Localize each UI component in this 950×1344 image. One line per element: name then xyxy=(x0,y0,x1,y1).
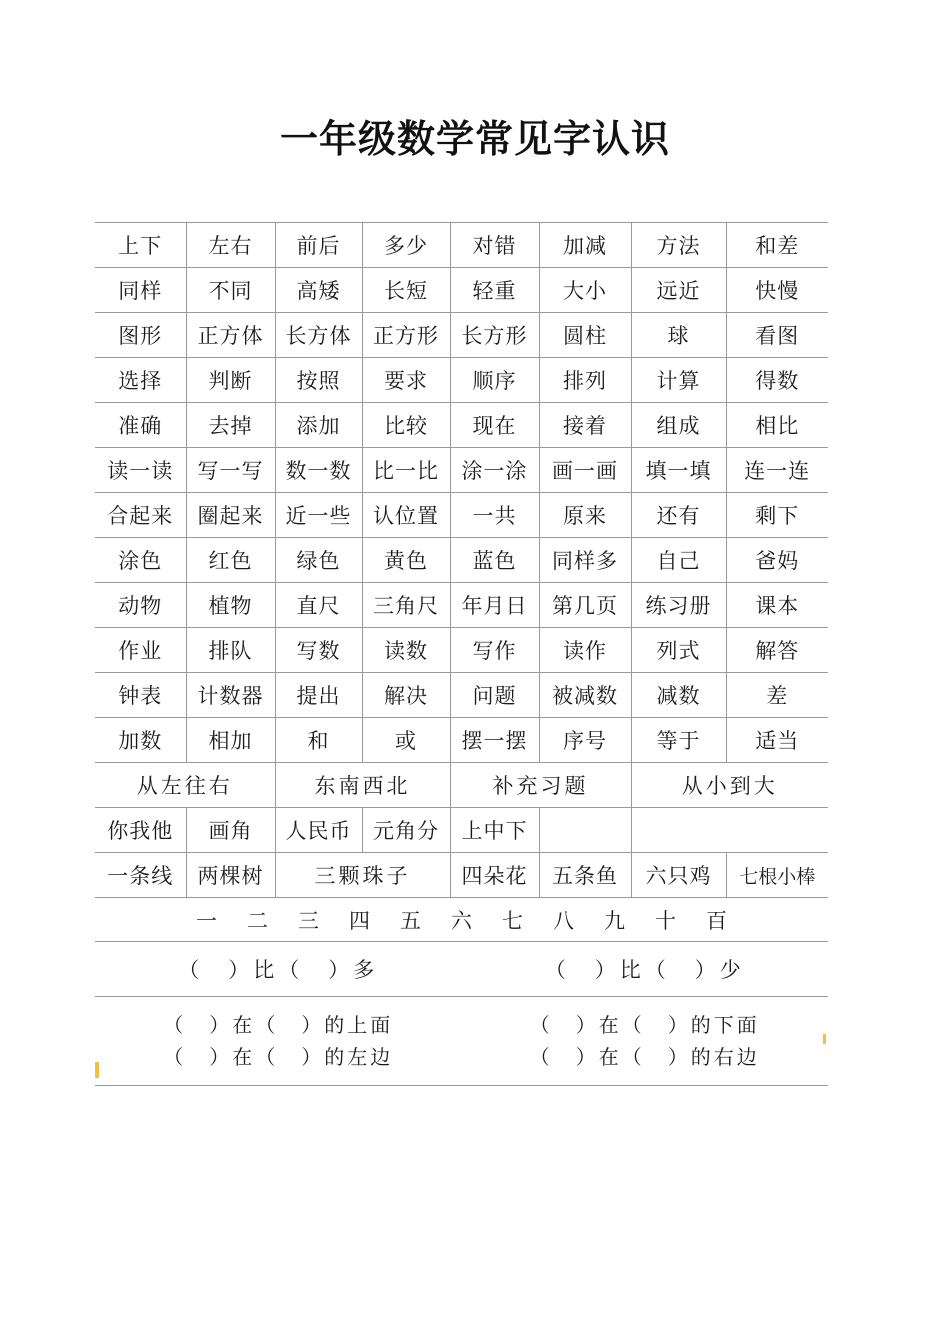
vocab-cell: 同样多 xyxy=(539,538,631,583)
table-row xyxy=(95,448,828,493)
vocab-cell: 排队 xyxy=(186,628,275,673)
vocab-cell: 元角分 xyxy=(362,808,450,853)
vocab-cell: 作业 xyxy=(95,628,186,673)
vocab-cell: 黄色 xyxy=(362,538,450,583)
vocab-cell: 球 xyxy=(631,313,726,358)
vocab-cell: 长方形 xyxy=(450,313,539,358)
vocab-cell: 补充习题 xyxy=(450,763,631,808)
position-left-phrase: （ ）在（ ）的左边 xyxy=(163,1045,394,1069)
vocab-cell: 去掉 xyxy=(186,403,275,448)
vocab-cell: 上中下 xyxy=(450,808,539,853)
character-sheet xyxy=(95,176,828,1086)
vocab-cell: 远近 xyxy=(631,268,726,313)
vocab-cell: 得数 xyxy=(726,358,828,403)
number-character: 一 xyxy=(196,908,217,933)
vocab-cell: 加减 xyxy=(539,223,631,268)
vocabulary-table xyxy=(95,223,828,898)
vocab-cell: 大小 xyxy=(539,268,631,313)
table-row xyxy=(95,358,828,403)
vocab-cell: 高矮 xyxy=(275,268,362,313)
vocab-cell: 多少 xyxy=(362,223,450,268)
vocab-cell: 计算 xyxy=(631,358,726,403)
table-row xyxy=(95,493,828,538)
position-right-phrase: （ ）在（ ）的右边 xyxy=(529,1045,760,1069)
header-spacer xyxy=(95,176,828,223)
vocab-cell: 选择 xyxy=(95,358,186,403)
vocab-cell: 近一些 xyxy=(275,493,362,538)
position-below-phrase: （ ）在（ ）的下面 xyxy=(529,1013,760,1037)
compare-row xyxy=(95,942,828,997)
vocab-cell: 列式 xyxy=(631,628,726,673)
vocab-cell: 长短 xyxy=(362,268,450,313)
vocab-cell: 写数 xyxy=(275,628,362,673)
vocab-cell: 和 xyxy=(275,718,362,763)
vocab-cell: 合起来 xyxy=(95,493,186,538)
vocab-cell: 解答 xyxy=(726,628,828,673)
vocab-cell: 快慢 xyxy=(726,268,828,313)
vocab-cell: 要求 xyxy=(362,358,450,403)
vocab-cell: 六只鸡 xyxy=(631,853,726,898)
table-row xyxy=(95,313,828,358)
empty-cell xyxy=(539,808,631,853)
vocab-cell: 一条线 xyxy=(95,853,186,898)
vocab-cell: 从左往右 xyxy=(95,763,275,808)
vocab-cell: 七根小棒 xyxy=(726,853,828,898)
number-character: 七 xyxy=(502,908,523,933)
vocab-cell: 读作 xyxy=(539,628,631,673)
table-row xyxy=(95,673,828,718)
vocab-cell: 添加 xyxy=(275,403,362,448)
vocab-cell: 计数器 xyxy=(186,673,275,718)
vocab-cell: 一共 xyxy=(450,493,539,538)
vocab-cell: 和差 xyxy=(726,223,828,268)
vocab-cell: 还有 xyxy=(631,493,726,538)
corner-mark-right xyxy=(823,1034,826,1044)
number-character: 二 xyxy=(247,908,268,933)
vocab-cell: 三角尺 xyxy=(362,583,450,628)
vocab-cell: 问题 xyxy=(450,673,539,718)
vocab-cell: 左右 xyxy=(186,223,275,268)
vocab-cell: 画角 xyxy=(186,808,275,853)
compare-less-phrase: （ ）比（ ）少 xyxy=(544,958,745,982)
vocab-cell: 序号 xyxy=(539,718,631,763)
table-row xyxy=(95,628,828,673)
vocab-cell: 长方体 xyxy=(275,313,362,358)
vocab-cell: 按照 xyxy=(275,358,362,403)
number-character: 四 xyxy=(349,908,370,933)
vocab-cell: 前后 xyxy=(275,223,362,268)
page-title: 一年级数学常见字认识 xyxy=(279,117,670,161)
table-row xyxy=(95,403,828,448)
vocab-cell: 四朵花 xyxy=(450,853,539,898)
table-row xyxy=(95,268,828,313)
table-row xyxy=(95,583,828,628)
vocab-cell: 现在 xyxy=(450,403,539,448)
vocab-cell: 或 xyxy=(362,718,450,763)
vocab-cell: 从小到大 xyxy=(631,763,828,808)
empty-cell xyxy=(631,808,828,853)
vocab-cell: 相加 xyxy=(186,718,275,763)
vocab-cell: 爸妈 xyxy=(726,538,828,583)
vocab-cell: 第几页 xyxy=(539,583,631,628)
vocab-cell: 三颗珠子 xyxy=(275,853,450,898)
vocab-cell: 组成 xyxy=(631,403,726,448)
vocab-cell: 东南西北 xyxy=(275,763,450,808)
vocab-cell: 不同 xyxy=(186,268,275,313)
number-character: 六 xyxy=(451,908,472,933)
vocab-cell: 画一画 xyxy=(539,448,631,493)
vocab-cell: 涂一涂 xyxy=(450,448,539,493)
vocab-cell: 植物 xyxy=(186,583,275,628)
vocab-cell: 蓝色 xyxy=(450,538,539,583)
vocab-cell: 正方体 xyxy=(186,313,275,358)
vocab-cell: 五条鱼 xyxy=(539,853,631,898)
table-row xyxy=(95,538,828,583)
vocab-cell: 涂色 xyxy=(95,538,186,583)
vocab-cell: 两棵树 xyxy=(186,853,275,898)
vocab-cell: 读数 xyxy=(362,628,450,673)
number-character: 五 xyxy=(400,908,421,933)
vocab-cell: 读一读 xyxy=(95,448,186,493)
vocab-cell: 对错 xyxy=(450,223,539,268)
vocab-cell: 排列 xyxy=(539,358,631,403)
corner-mark-left xyxy=(95,1062,99,1078)
table-row xyxy=(95,223,828,268)
vocab-cell: 减数 xyxy=(631,673,726,718)
table-row xyxy=(95,853,828,898)
vocab-cell: 圈起来 xyxy=(186,493,275,538)
position-phrases xyxy=(95,997,828,1086)
vocab-cell: 判断 xyxy=(186,358,275,403)
vocab-cell: 顺序 xyxy=(450,358,539,403)
vocab-cell: 动物 xyxy=(95,583,186,628)
vocab-cell: 被减数 xyxy=(539,673,631,718)
vocab-cell: 红色 xyxy=(186,538,275,583)
vocab-cell: 认位置 xyxy=(362,493,450,538)
vocab-cell: 你我他 xyxy=(95,808,186,853)
vocab-cell: 看图 xyxy=(726,313,828,358)
vocab-cell: 比一比 xyxy=(362,448,450,493)
vocab-cell: 直尺 xyxy=(275,583,362,628)
vocab-cell: 接着 xyxy=(539,403,631,448)
vocab-cell: 剩下 xyxy=(726,493,828,538)
vocab-cell: 自己 xyxy=(631,538,726,583)
number-character: 十 xyxy=(655,908,676,933)
vocab-cell: 适当 xyxy=(726,718,828,763)
vocab-cell: 差 xyxy=(726,673,828,718)
table-row xyxy=(95,718,828,763)
vocab-cell: 年月日 xyxy=(450,583,539,628)
vocab-cell: 准确 xyxy=(95,403,186,448)
number-character: 九 xyxy=(604,908,625,933)
vocab-cell: 同样 xyxy=(95,268,186,313)
vocab-cell: 圆柱 xyxy=(539,313,631,358)
table-row xyxy=(95,763,828,808)
vocab-cell: 正方形 xyxy=(362,313,450,358)
vocab-cell: 原来 xyxy=(539,493,631,538)
position-above-phrase: （ ）在（ ）的上面 xyxy=(163,1013,394,1037)
number-row xyxy=(95,898,828,942)
vocab-cell: 等于 xyxy=(631,718,726,763)
vocab-cell: 钟表 xyxy=(95,673,186,718)
number-character: 三 xyxy=(298,908,319,933)
vocab-cell: 连一连 xyxy=(726,448,828,493)
vocab-cell: 加数 xyxy=(95,718,186,763)
vocab-cell: 相比 xyxy=(726,403,828,448)
vocab-cell: 图形 xyxy=(95,313,186,358)
vocab-cell: 提出 xyxy=(275,673,362,718)
vocab-cell: 摆一摆 xyxy=(450,718,539,763)
vocab-cell: 数一数 xyxy=(275,448,362,493)
table-row xyxy=(95,808,828,853)
number-character: 百 xyxy=(706,908,727,933)
vocab-cell: 人民币 xyxy=(275,808,362,853)
vocab-cell: 绿色 xyxy=(275,538,362,583)
vocab-cell: 解决 xyxy=(362,673,450,718)
vocab-cell: 练习册 xyxy=(631,583,726,628)
vocab-cell: 填一填 xyxy=(631,448,726,493)
compare-more-phrase: （ ）比（ ）多 xyxy=(178,958,379,982)
vocab-cell: 课本 xyxy=(726,583,828,628)
vocab-cell: 上下 xyxy=(95,223,186,268)
vocab-cell: 比较 xyxy=(362,403,450,448)
number-character: 八 xyxy=(553,908,574,933)
vocab-cell: 方法 xyxy=(631,223,726,268)
vocab-cell: 写作 xyxy=(450,628,539,673)
vocab-cell: 轻重 xyxy=(450,268,539,313)
vocab-cell: 写一写 xyxy=(186,448,275,493)
